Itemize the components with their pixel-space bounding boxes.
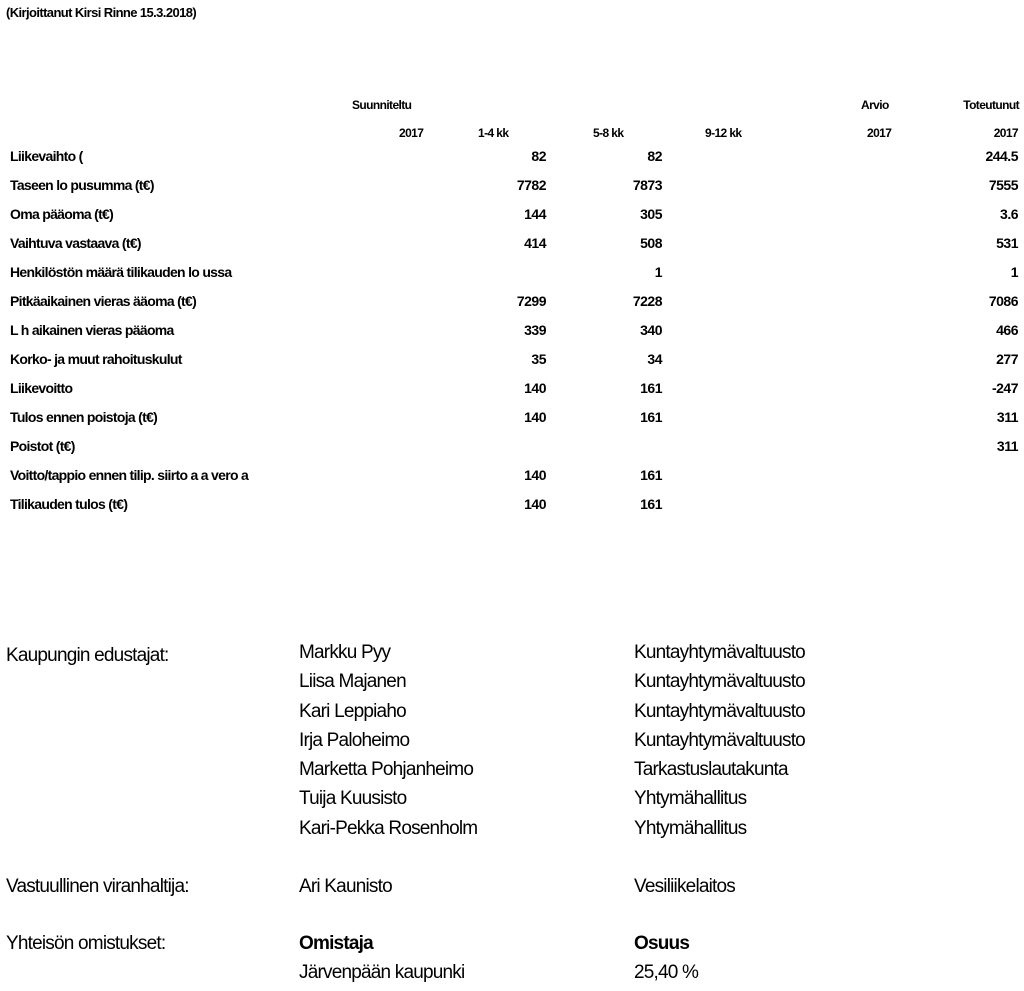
person-role: Yhtymähallitus [634,817,747,839]
person-name: Liisa Majanen [299,671,406,693]
table-row [0,146,1024,175]
cell-p1: 144 [524,206,546,222]
representatives-label: Kaupungin edustajat: [6,645,169,666]
official-label: Vastuullinen viranhaltija: [6,876,189,897]
cell-p1: 7782 [516,177,546,193]
cell-p2: 340 [640,322,662,338]
cell-actual: 1 [1010,264,1018,280]
cell-actual: 311 [996,409,1018,425]
cell-p1: 7299 [516,293,546,309]
table-row [0,320,1024,349]
ownership-share-header: Osuus [634,933,690,954]
person-name: Tuija Kuusisto [299,788,407,810]
official-name: Ari Kaunisto [299,876,392,897]
cell-p1: 140 [524,409,546,425]
table-row [0,262,1024,291]
cell-p1: 339 [524,322,546,338]
person-role: Kuntayhtymävaltuusto [634,671,805,693]
header-period-3: 9-12 kk [705,126,742,140]
cell-actual: 3.6 [1000,206,1018,222]
representatives-roles [634,642,805,847]
table-row [0,494,1024,523]
financial-table [0,146,1024,523]
cell-p2: 508 [640,235,662,251]
header-planned: Suunniteltu [352,98,412,112]
header-actual-year: 2017 [993,126,1018,140]
row-label: Poistot (t€) [10,438,75,454]
ownership-owner-header: Omistaja [299,933,373,954]
cell-p1: 82 [531,148,546,164]
row-label: L h aikainen vieras pääoma [10,322,174,338]
table-row [0,291,1024,320]
representatives-names [299,642,477,847]
cell-p2: 82 [647,148,662,164]
author-note: (Kirjoittanut Kirsi Rinne 15.3.2018) [6,5,197,20]
row-label: Tulos ennen poistoja (t€) [10,409,158,425]
ownership-label: Yhteisön omistukset: [6,933,166,954]
row-label: Tilikauden tulos (t€) [10,496,128,512]
table-row [0,233,1024,262]
header-actual: Toteutunut [963,98,1019,112]
table-row [0,349,1024,378]
row-label: Korko- ja muut rahoituskulut [10,351,182,367]
cell-p1: 140 [524,380,546,396]
person-name: Kari Leppiaho [299,700,406,722]
table-row [0,378,1024,407]
person-role: Kuntayhtymävaltuusto [634,642,805,663]
row-label: Taseen lo pusumma (t€) [10,177,154,193]
cell-actual: -247 [991,380,1018,396]
ownership-owner: Järvenpään kaupunki [299,962,465,983]
header-period-2: 5-8 kk [593,126,624,140]
person-role: Kuntayhtymävaltuusto [634,700,805,722]
cell-p1: 140 [524,467,546,483]
table-row [0,436,1024,465]
cell-actual: 466 [996,322,1018,338]
header-estimate: Arvio [861,98,889,112]
header-period-1: 1-4 kk [478,126,509,140]
table-row [0,175,1024,204]
person-name: Irja Paloheimo [299,729,410,751]
cell-p2: 1 [654,264,662,280]
row-label: Liikevaihto ( [10,148,83,164]
row-label: Henkilöstön määrä tilikauden lo ussa [10,264,232,280]
cell-p1: 140 [524,496,546,512]
table-row [0,407,1024,436]
cell-p2: 161 [640,409,662,425]
cell-p2: 161 [640,467,662,483]
table-row [0,465,1024,494]
official-unit: Vesiliikelaitos [634,876,735,897]
row-label: Pitkäaikainen vieras ääoma (t€) [10,293,197,309]
cell-p2: 161 [640,380,662,396]
person-role: Kuntayhtymävaltuusto [634,729,805,751]
cell-p2: 34 [647,351,662,367]
row-label: Vaihtuva vastaava (t€) [10,235,141,251]
cell-actual: 7555 [988,177,1018,193]
cell-p2: 7873 [632,177,662,193]
row-label: Voitto/tappio ennen tilip. siirto a a vero a [10,467,249,483]
cell-p2: 161 [640,496,662,512]
table-row [0,204,1024,233]
header-estimate-year: 2017 [867,126,892,140]
ownership-share: 25,40 % [634,962,699,983]
person-role: Tarkastuslautakunta [634,759,788,781]
cell-actual: 311 [996,438,1018,454]
person-name: Kari-Pekka Rosenholm [299,817,478,839]
person-name: Markku Pyy [299,642,391,663]
person-role: Yhtymähallitus [634,788,747,810]
cell-p2: 305 [640,206,662,222]
person-name: Marketta Pohjanheimo [299,759,474,781]
cell-p2: 7228 [632,293,662,309]
cell-actual: 7086 [988,293,1018,309]
cell-actual: 244.5 [985,148,1018,164]
row-label: Oma pääoma (t€) [10,206,114,222]
cell-actual: 277 [996,351,1018,367]
header-planned-year: 2017 [399,126,424,140]
cell-p1: 414 [524,235,546,251]
cell-p1: 35 [531,351,546,367]
cell-actual: 531 [996,235,1018,251]
row-label: Liikevoitto [10,380,73,396]
